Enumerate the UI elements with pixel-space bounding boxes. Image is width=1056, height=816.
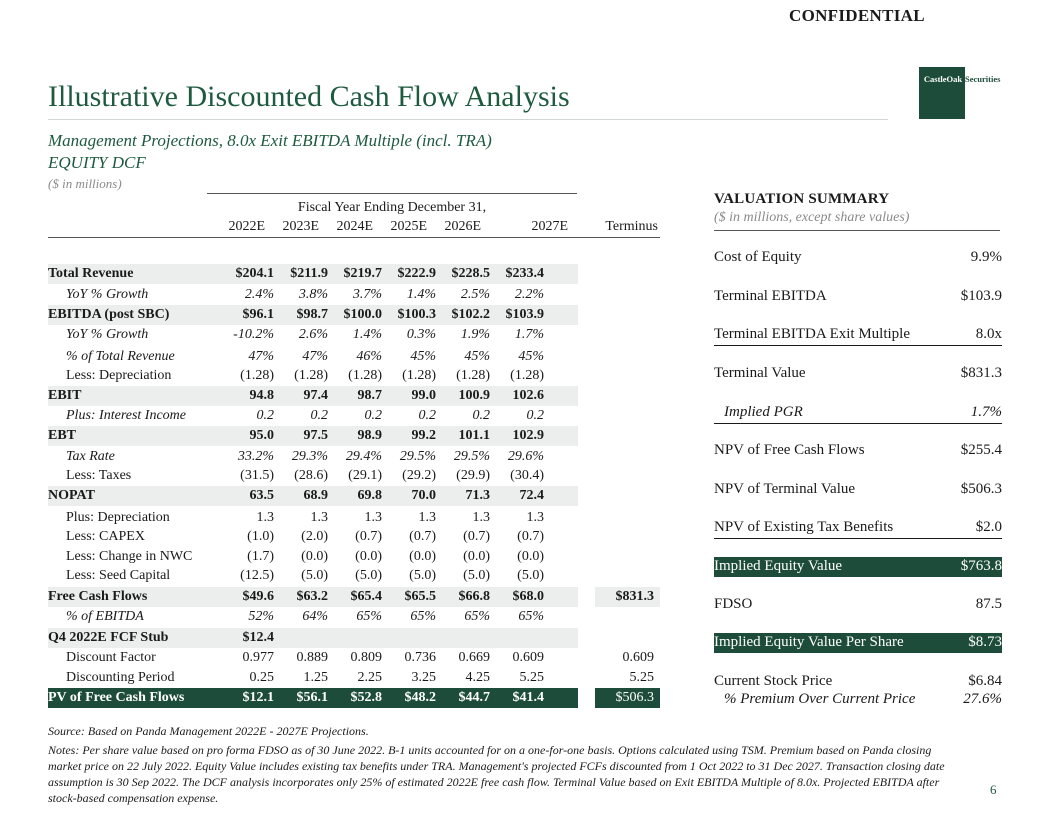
table-cell: (1.7): [247, 549, 274, 564]
row-label: YoY % Growth: [66, 327, 149, 342]
valuation-summary-title: VALUATION SUMMARY: [714, 191, 890, 207]
row-label: % of EBITDA: [66, 609, 144, 624]
valuation-item-value: 27.6%: [963, 691, 1002, 707]
row-label: Less: Depreciation: [66, 368, 172, 383]
table-cell: 2.25: [357, 670, 382, 685]
valuation-item: [714, 595, 1002, 615]
valuation-item-label: % Premium Over Current Price: [724, 691, 916, 707]
table-cell: 1.25: [303, 670, 328, 685]
fiscal-year-header: Fiscal Year Ending December 31,: [207, 193, 577, 216]
table-cell: $204.1: [235, 266, 274, 281]
valuation-item-value: 9.9%: [970, 249, 1002, 265]
terminus-cell: 5.25: [629, 670, 654, 685]
table-row: [48, 426, 578, 446]
table-cell: (1.0): [247, 529, 274, 544]
row-label: PV of Free Cash Flows: [48, 690, 185, 705]
table-cell: 97.5: [303, 428, 328, 443]
table-cell: 70.0: [411, 488, 436, 503]
table-cell: 0.2: [364, 408, 382, 423]
table-cell: 0.3%: [406, 327, 436, 342]
table-cell: 2.4%: [244, 287, 274, 302]
table-cell: (30.4): [510, 468, 544, 483]
row-label: EBIT: [48, 388, 82, 403]
table-cell: 3.7%: [352, 287, 382, 302]
terminus-cell: 0.609: [622, 650, 654, 665]
table-row: [48, 406, 660, 426]
table-cell: 65%: [410, 609, 436, 624]
valuation-item-value: $831.3: [960, 365, 1002, 381]
table-cell: 0.2: [256, 408, 274, 423]
table-cell: 0.2: [418, 408, 436, 423]
table-cell: $63.2: [296, 589, 328, 604]
table-row: [48, 447, 660, 467]
table-cell: 5.25: [519, 670, 544, 685]
table-cell: 1.3: [310, 510, 328, 525]
table-cell: 0.669: [458, 650, 490, 665]
table-cell: 2.2%: [514, 287, 544, 302]
table-cell: 2.5%: [460, 287, 490, 302]
table-cell: $41.4: [512, 690, 544, 705]
table-cell: (5.0): [301, 568, 328, 583]
table-cell: 29.4%: [345, 449, 382, 464]
table-cell: 4.25: [465, 670, 490, 685]
valuation-item-value: $506.3: [960, 481, 1002, 497]
table-cell: 65%: [518, 609, 544, 624]
confidential-label: CONFIDENTIAL: [789, 6, 925, 25]
valuation-summary-subtitle: ($ in millions, except share values): [714, 210, 1000, 231]
row-label: Less: Seed Capital: [66, 568, 171, 583]
table-cell: 0.25: [249, 670, 274, 685]
valuation-item: [714, 480, 1002, 500]
valuation-item-value: $8.73: [968, 634, 1002, 650]
terminus-cell: $506.3: [595, 688, 660, 708]
valuation-item-label: Terminal EBITDA: [714, 288, 827, 304]
table-row: [48, 466, 660, 486]
table-cell: $68.0: [512, 589, 544, 604]
row-label: EBT: [48, 428, 77, 443]
table-cell: 65%: [356, 609, 382, 624]
table-cell: $96.1: [242, 307, 274, 322]
table-row: [48, 386, 578, 406]
table-cell: (0.0): [301, 549, 328, 564]
units-note: ($ in millions): [48, 176, 122, 191]
table-cell: 1.7%: [514, 327, 544, 342]
valuation-item-value: $6.84: [968, 673, 1002, 689]
table-cell: 71.3: [465, 488, 490, 503]
valuation-item-label: Terminal Value: [714, 365, 806, 381]
table-cell: 0.2: [310, 408, 328, 423]
row-label: Less: Taxes: [66, 468, 132, 483]
table-cell: $65.4: [350, 589, 382, 604]
table-cell: 99.2: [411, 428, 436, 443]
table-cell: 64%: [302, 609, 328, 624]
table-cell: 94.8: [249, 388, 274, 403]
column-header-row: [48, 217, 660, 238]
table-cell: (1.28): [456, 368, 490, 383]
valuation-item: [714, 248, 1002, 268]
table-cell: 47%: [248, 349, 274, 364]
table-cell: 3.8%: [298, 287, 328, 302]
valuation-item-label: NPV of Existing Tax Benefits: [714, 519, 894, 535]
table-cell: (0.7): [517, 529, 544, 544]
valuation-item-label: Implied Equity Value Per Share: [714, 634, 904, 650]
table-cell: 65%: [464, 609, 490, 624]
table-cell: $100.3: [397, 307, 436, 322]
table-cell: 95.0: [249, 428, 274, 443]
table-cell: (0.7): [355, 529, 382, 544]
table-cell: (5.0): [409, 568, 436, 583]
table-cell: (1.28): [402, 368, 436, 383]
row-label: Total Revenue: [48, 266, 134, 281]
table-row: [48, 508, 660, 528]
table-cell: 0.736: [404, 650, 436, 665]
table-cell: $65.5: [404, 589, 436, 604]
table-cell: $48.2: [404, 690, 436, 705]
table-cell: (12.5): [240, 568, 274, 583]
valuation-item-value: $763.8: [960, 558, 1002, 574]
terminus-cell: $831.3: [595, 587, 660, 607]
table-cell: $100.0: [343, 307, 382, 322]
table-cell: -10.2%: [233, 327, 274, 342]
page-number: 6: [990, 782, 997, 797]
table-cell: 98.9: [357, 428, 382, 443]
row-label: Discount Factor: [66, 650, 156, 665]
logo-name: CastleOak: [923, 74, 963, 84]
valuation-item-value: $2.0: [975, 519, 1002, 535]
row-label: % of Total Revenue: [66, 349, 175, 364]
table-cell: (1.28): [294, 368, 328, 383]
row-label: EBITDA (post SBC): [48, 307, 170, 322]
table-cell: 101.1: [458, 428, 490, 443]
valuation-item: [714, 672, 1002, 692]
castleoak-logo: [919, 67, 1001, 119]
table-cell: (29.9): [456, 468, 490, 483]
table-cell: 63.5: [249, 488, 274, 503]
table-cell: 2.6%: [298, 327, 328, 342]
table-cell: $233.4: [505, 266, 544, 281]
table-cell: 0.2: [472, 408, 490, 423]
row-label: Discounting Period: [66, 670, 175, 685]
table-cell: $98.7: [296, 307, 328, 322]
row-label: NOPAT: [48, 488, 95, 503]
table-cell: 72.4: [519, 488, 544, 503]
table-cell: 52%: [248, 609, 274, 624]
table-row: [48, 325, 660, 345]
table-cell: (5.0): [517, 568, 544, 583]
valuation-item: [714, 287, 1002, 307]
valuation-item-label: NPV of Free Cash Flows: [714, 442, 865, 458]
table-cell: 102.6: [512, 388, 544, 403]
table-cell: 0.977: [242, 650, 274, 665]
table-cell: (5.0): [355, 568, 382, 583]
valuation-item-label: Current Stock Price: [714, 673, 833, 689]
table-cell: $211.9: [290, 266, 328, 281]
table-cell: 29.6%: [507, 449, 544, 464]
table-cell: $219.7: [343, 266, 382, 281]
table-cell: 0.609: [512, 650, 544, 665]
row-label: Less: Change in NWC: [66, 549, 193, 564]
table-cell: $52.8: [350, 690, 382, 705]
table-cell: 45%: [464, 349, 490, 364]
table-cell: $12.1: [242, 690, 274, 705]
column-header: 2022E: [228, 219, 265, 234]
table-cell: (0.0): [463, 549, 490, 564]
table-row: [48, 648, 660, 668]
row-gap: [578, 688, 595, 708]
table-row: [48, 285, 660, 305]
valuation-item-label: Cost of Equity: [714, 249, 802, 265]
table-cell: (31.5): [240, 468, 274, 483]
valuation-item-label: Implied PGR: [724, 404, 803, 420]
table-cell: 1.3: [256, 510, 274, 525]
table-cell: (0.0): [409, 549, 436, 564]
table-row: [48, 607, 660, 627]
table-cell: 102.9: [512, 428, 544, 443]
column-header: 2027E: [531, 219, 568, 234]
table-cell: $12.4: [242, 630, 274, 645]
table-cell: $49.6: [242, 589, 274, 604]
valuation-item-label: NPV of Terminal Value: [714, 481, 856, 497]
table-cell: 100.9: [458, 388, 490, 403]
valuation-item-value: $255.4: [960, 442, 1002, 458]
column-header: 2023E: [282, 219, 319, 234]
valuation-item: [714, 325, 1002, 346]
table-cell: (1.28): [240, 368, 274, 383]
table-cell: (1.28): [510, 368, 544, 383]
table-cell: 1.4%: [352, 327, 382, 342]
row-label: Free Cash Flows: [48, 589, 148, 604]
page-title: Illustrative Discounted Cash Flow Analysis: [48, 80, 570, 113]
valuation-item-value: 87.5: [975, 596, 1002, 612]
valuation-item-label: Terminal EBITDA Exit Multiple: [714, 326, 911, 342]
table-cell: 47%: [302, 349, 328, 364]
table-cell: $66.8: [458, 589, 490, 604]
table-row: [48, 688, 660, 708]
table-cell: 1.3: [526, 510, 544, 525]
valuation-item: [714, 633, 1002, 653]
row-label: Tax Rate: [66, 449, 115, 464]
table-cell: (29.2): [402, 468, 436, 483]
table-cell: $228.5: [451, 266, 490, 281]
table-row: [48, 366, 660, 386]
table-cell: (5.0): [463, 568, 490, 583]
column-header: 2025E: [390, 219, 427, 234]
table-cell: (1.28): [348, 368, 382, 383]
row-label: Q4 2022E FCF Stub: [48, 630, 169, 645]
table-row: [48, 587, 660, 607]
table-cell: 29.3%: [291, 449, 328, 464]
column-header: 2026E: [444, 219, 481, 234]
table-row: [48, 547, 660, 567]
table-cell: $102.2: [451, 307, 490, 322]
source-note: Source: Based on Panda Management 2022E - 2027E Projections.: [48, 724, 369, 738]
valuation-item: [714, 690, 1002, 710]
valuation-item: [714, 364, 1002, 384]
table-cell: 0.2: [526, 408, 544, 423]
table-cell: $222.9: [397, 266, 436, 281]
table-cell: 46%: [356, 349, 382, 364]
table-cell: 1.3: [364, 510, 382, 525]
column-header: 2024E: [336, 219, 373, 234]
logo-suffix: Securities: [965, 74, 1001, 84]
table-row: [48, 566, 660, 586]
table-row: [48, 628, 578, 648]
table-cell: 1.9%: [460, 327, 490, 342]
footnotes: Notes: Per share value based on pro forma FDSO as of 30 June 2022. B-1 units accounted for on a one-for-one basis. Options calculated using TSM. Premium based on Panda closing market price on 22 July 2022. Equity Value includes existing tax benefits under TRA. Management's projected FCFs discounted from 1 Oct 2022 to 31 Dec 2027. Transaction closing date assumption is 30 Sep 2022. The DCF analysis incorporates only 25% of estimated 2022E free cash flow. Terminal Value based on Exit EBITDA Multiple of 8.0x. Projected EBITDA after stock-based compensation expense.: [48, 743, 945, 805]
table-cell: (0.0): [517, 549, 544, 564]
table-row: [48, 264, 578, 284]
table-cell: $103.9: [505, 307, 544, 322]
valuation-item: [714, 518, 1002, 539]
table-cell: 45%: [518, 349, 544, 364]
table-cell: 1.3: [418, 510, 436, 525]
table-cell: $56.1: [296, 690, 328, 705]
valuation-item-value: $103.9: [960, 288, 1002, 304]
valuation-item-value: 8.0x: [975, 326, 1002, 342]
title-divider: [48, 119, 888, 120]
table-cell: 3.25: [411, 670, 436, 685]
subtitle-projections: Management Projections, 8.0x Exit EBITDA Multiple (incl. TRA): [48, 131, 492, 150]
table-cell: 29.5%: [399, 449, 436, 464]
row-label: YoY % Growth: [66, 287, 149, 302]
row-label: Plus: Depreciation: [66, 510, 170, 525]
table-cell: $44.7: [458, 690, 490, 705]
table-row: [48, 305, 578, 325]
table-cell: 97.4: [303, 388, 328, 403]
subtitle-equity-dcf: EQUITY DCF: [48, 153, 146, 172]
table-cell: (2.0): [301, 529, 328, 544]
table-cell: 0.809: [350, 650, 382, 665]
table-cell: 99.0: [411, 388, 436, 403]
table-row: [48, 527, 660, 547]
table-cell: (0.0): [355, 549, 382, 564]
table-cell: 0.889: [296, 650, 328, 665]
table-cell: 33.2%: [237, 449, 274, 464]
row-label: Plus: Interest Income: [66, 408, 186, 423]
terminus-header: Terminus: [605, 219, 658, 234]
row-label: Less: CAPEX: [66, 529, 145, 544]
valuation-item-label: FDSO: [714, 596, 753, 612]
table-cell: 69.8: [357, 488, 382, 503]
table-row: [48, 668, 660, 688]
valuation-item: [714, 441, 1002, 461]
table-row: [48, 347, 660, 367]
table-row: [48, 486, 578, 506]
valuation-item: [714, 403, 1002, 424]
table-cell: (0.7): [463, 529, 490, 544]
table-cell: (0.7): [409, 529, 436, 544]
valuation-item: [714, 557, 1002, 577]
table-cell: 1.3: [472, 510, 490, 525]
valuation-item-value: 1.7%: [970, 404, 1002, 420]
table-cell: (29.1): [348, 468, 382, 483]
table-cell: 29.5%: [453, 449, 490, 464]
table-cell: 45%: [410, 349, 436, 364]
table-cell: 68.9: [303, 488, 328, 503]
table-cell: 1.4%: [406, 287, 436, 302]
table-cell: (28.6): [294, 468, 328, 483]
valuation-item-label: Implied Equity Value: [714, 558, 843, 574]
table-cell: 98.7: [357, 388, 382, 403]
